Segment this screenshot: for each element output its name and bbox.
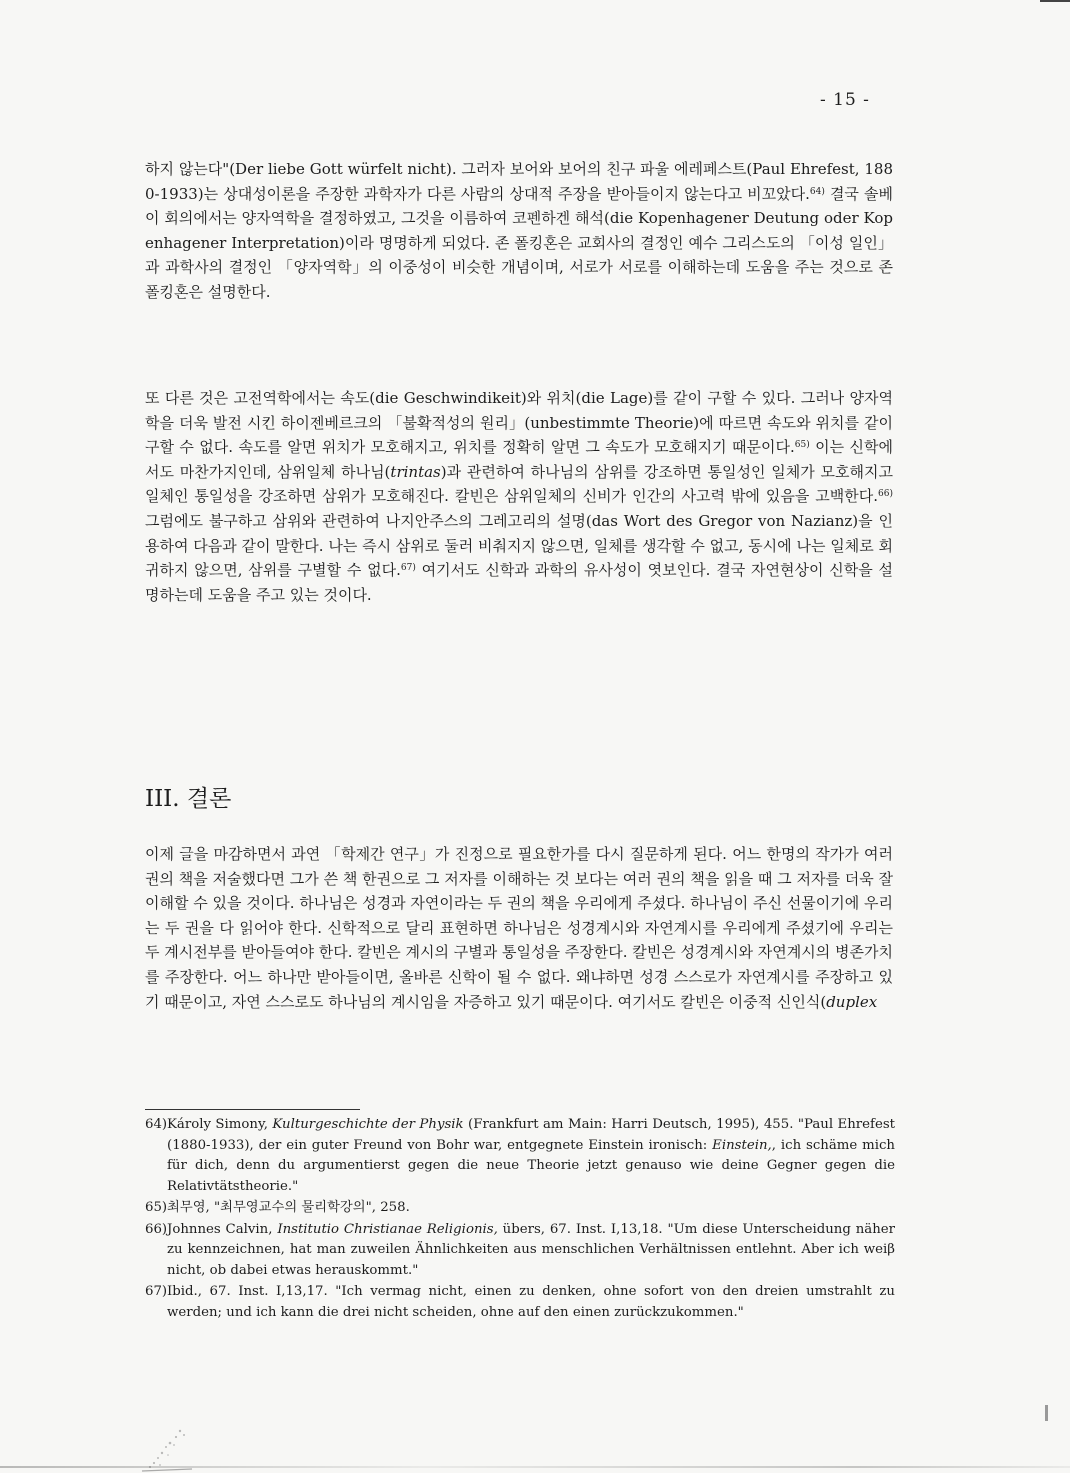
footnote-number: 67) xyxy=(145,1284,168,1299)
scan-edge-mark xyxy=(1045,1405,1048,1421)
footnote-text: 최무영, "최무영교수의 물리학강의", 258. xyxy=(167,1200,410,1215)
paragraph-text: 여기서도 신학과 과학의 유사성이 엿보인다. 결국 자연현상이 신학을 설명하는데 도움을 주고 있는 것이다. xyxy=(145,561,893,604)
section-heading: III. 결론 xyxy=(145,786,232,812)
body-paragraph-2 xyxy=(145,386,893,607)
footnote-65 xyxy=(145,1198,895,1219)
footnote-ref-64[interactable]: 64) xyxy=(809,186,825,197)
body-paragraph-3 xyxy=(145,842,893,1014)
footnote-number: 64) xyxy=(145,1117,168,1132)
paragraph-text: 또 다른 것은 고전역학에서는 속도(die Geschwindikeit)와 위치(die Lage)를 같이 구할 수 있다. 그러나 양자역학을 더욱 발전 시킨 하이젠베르크의 「불확적성의 원리」(unbestimmte Theorie)에 따르면 속도와 위치를 같이 구할 수 없다. 속도를 알면 위치가 모호해지고, 위치를 정확히 알면 그 속도가 모호해지기 때문이다. xyxy=(145,389,893,457)
footnote-66 xyxy=(145,1220,895,1282)
footnote-ref-65[interactable]: 65) xyxy=(794,440,810,451)
footnote-number: 65) xyxy=(145,1200,168,1215)
footnote-64 xyxy=(145,1115,895,1197)
scan-edge-mark xyxy=(1040,0,1070,16)
footnote-emphasis: Einstein, xyxy=(712,1137,772,1153)
footnote-author: Johnnes Calvin, xyxy=(167,1221,278,1237)
body-paragraph-1 xyxy=(145,157,893,305)
footnote-title: Institutio Christianae Religionis, xyxy=(277,1221,498,1237)
footnote-ref-66[interactable]: 66) xyxy=(878,489,893,500)
paragraph-text: 그럼에도 불구하고 삼위와 관련하여 나지안주스의 그레고리의 설명(das Wort des Gregor von Nazianz)을 인용하여 다음과 같이 말한다. 나는 즉시 삼위로 둘러 비춰지지 않으면, 일체를 생각할 수 없고, 동시에 나는 일체로 회귀하지 않으면, 삼위를 구별할 수 없다. xyxy=(145,511,893,580)
footnote-text: Ibid., 67. Inst. I,13,17. "Ich vermag nicht, einen zu denken, ohne sofort von den dreien umstrahlt zu werden; und ich kann die drei nicht scheiden, ohne auf den einen zurückzukommen." xyxy=(167,1284,895,1320)
footnote-text: , ich schäme mich für dich, denn du argumentierst gegen die neue Theorie jetzt genauso wie deine Gegner gegen die Relativtätstheorie." xyxy=(167,1137,895,1194)
footnotes xyxy=(145,1115,895,1324)
paragraph-text: 하지 않는다"(Der liebe Gott würfelt nicht). 그러자 보어와 보어의 친구 파울 에레페스트(Paul Ehrefest, 1880-1933)는 상대성이론을 주장한 과학자가 다른 사람의 상대적 주장을 받아들이지 않는다고 비꼬았다. xyxy=(145,160,893,203)
footnote-text: (Frankfurt am Main: Harri Deutsch, 1995), 455. "Paul Ehrefest (1880-1933), der ein guter Freund von Bohr war, entgegnete Einstein ironisch: xyxy=(167,1117,895,1153)
paragraph-text: 결국 솔베이 회의에서는 양자역학을 결정하였고, 그것을 이름하여 코펜하겐 해석(die Kopenhagener Deutung oder Kopenhagener Interpretation)이라 명명하게 되었다. 존 폴킹혼은 교회사의 결정인 예수 그리스도의 「이성 일인」과 과학사의 결정인 「양자역학」의 이중성이 비슷한 개념이며, 서로가 서로를 이해하는데 도움을 주는 것으로 존 폴킹혼은 설명한다. xyxy=(145,184,893,301)
latin-term-duplex: duplex xyxy=(826,992,878,1011)
footnote-divider xyxy=(145,1109,360,1110)
scan-bottom-edge xyxy=(0,1466,1070,1468)
footnote-title: Kulturgeschichte der Physik xyxy=(272,1117,464,1132)
paragraph-text: 이는 신학에서도 마찬가지인데, 삼위일체 하나님( xyxy=(145,438,893,481)
footnote-author: Károly Simony, xyxy=(167,1117,273,1132)
latin-term-trintas: trintas xyxy=(390,462,441,481)
footnote-text: übers, 67. Inst. I,13,18. "Um diese Unterscheidung näher zu kennzeichnen, hat man zuweilen Ähnlichkeiten aus menschlichen Verhältnissen entlehnt. Aber ich weiβ nicht, ob dabei etwas herauskommt." xyxy=(167,1221,895,1278)
footnote-ref-67[interactable]: 67) xyxy=(400,563,416,574)
paragraph-text: )과 관련하여 하나님의 삼위를 강조하면 통일성인 일체가 모호해지고 일체인 통일성을 강조하면 삼위가 모호해진다. 칼빈은 삼위일체의 신비가 인간의 사고력 밖에 있음을 고백한다. xyxy=(145,462,894,506)
page-number: - 15 - xyxy=(820,90,870,110)
footnote-number: 66) xyxy=(145,1221,168,1237)
paragraph-text: 이제 글을 마감하면서 과연 「학제간 연구」가 진정으로 필요한가를 다시 질문하게 된다. 어느 한명의 작가가 여러 권의 책을 저술했다면 그가 쓴 책 한권으로 그 저자를 이해하는 것 보다는 여러 권의 책을 읽을 때 그 저자를 더욱 잘 이해할 수 있을 것이다. 하나님은 성경과 자연이라는 두 권의 책을 우리에게 주셨다. 하나님이 주신 선물이기에 우리는 두 권을 다 읽어야 한다. 신학적으로 달리 표현하면 하나님은 성경계시와 자연계시를 우리에게 주셨기에 우리는 두 계시전부를 받아들여야 한다. 칼빈은 계시의 구별과 통일성을 주장한다. 칼빈은 성경계시와 자연계시의 병존가치를 주장한다. 어느 하나만 받아들이면, 올바른 신학이 될 수 없다. 왜냐하면 성경 스스로가 자연계시를 주장하고 있기 때문이고, 자연 스스로도 하나님의 계시임을 자증하고 있기 때문이다. 여기서도 칼빈은 이중적 신인식( xyxy=(145,845,893,1011)
footnote-67 xyxy=(145,1282,895,1323)
